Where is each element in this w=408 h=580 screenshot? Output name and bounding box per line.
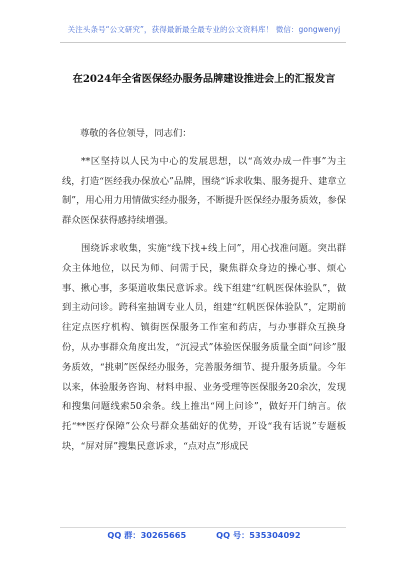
paragraph-1: **区坚持以人民为中心的发展思想，以“高效办成一件事”为主线，打造“医经我办保放心”品牌，围绕“诉求收集、服务提升、建章立制”，用心用力用情做实经办服务，不断提升医保经办服务质效，参保群众医保获得感持续增强。 <box>62 155 346 227</box>
header-divider <box>60 42 346 43</box>
footer-divider <box>60 527 346 528</box>
greeting: 尊敬的各位领导，同志们： <box>80 128 192 139</box>
footer-qq-number: QQ 号：535304092 <box>216 530 301 540</box>
header-banner: 关注头条号“公文研究”，获得最新最全最专业的公文资料库！ 微信：gongwenyj <box>67 25 341 34</box>
paragraph-2: 围绕诉求收集，实施“线下找+线上问”，用心找准问题。突出群众主体地位，以民为师、问需于民，聚焦群众身边的操心事、烦心事、揪心事，多渠道收集民意诉求。线下组建“红帆医保体验队”，做到主动问诊。跨科室抽调专业人员，组建“红帆医保体验队”，定期前往定点医疗机构、镇街医保服务工作室和药店，与办事群众互换身份，从办事群众角度出发，“沉浸式”体验医保服务质量全面“问诊”服务质效，“挑刺”医保经办服务，完善服务细节、提升服务质量。今年以来，体验服务咨询、材料申报、业务受理等医保服务20余次，发现和搜集问题线索50余条。线上推出“网上问诊”，做好开门纳言。依托“**医疗保障”公众号群众基础好的优势，开设“我有话说”专题板块，“屏对屏”搜集民意诉求，“点对点”形成民 <box>62 242 346 452</box>
document-body <box>62 124 346 457</box>
document-title: 在2024年全省医保经办服务品牌建设推进会上的汇报发言 <box>72 73 336 85</box>
footer-qq-group: QQ 群：30265665 <box>107 530 187 540</box>
footer <box>0 530 408 541</box>
